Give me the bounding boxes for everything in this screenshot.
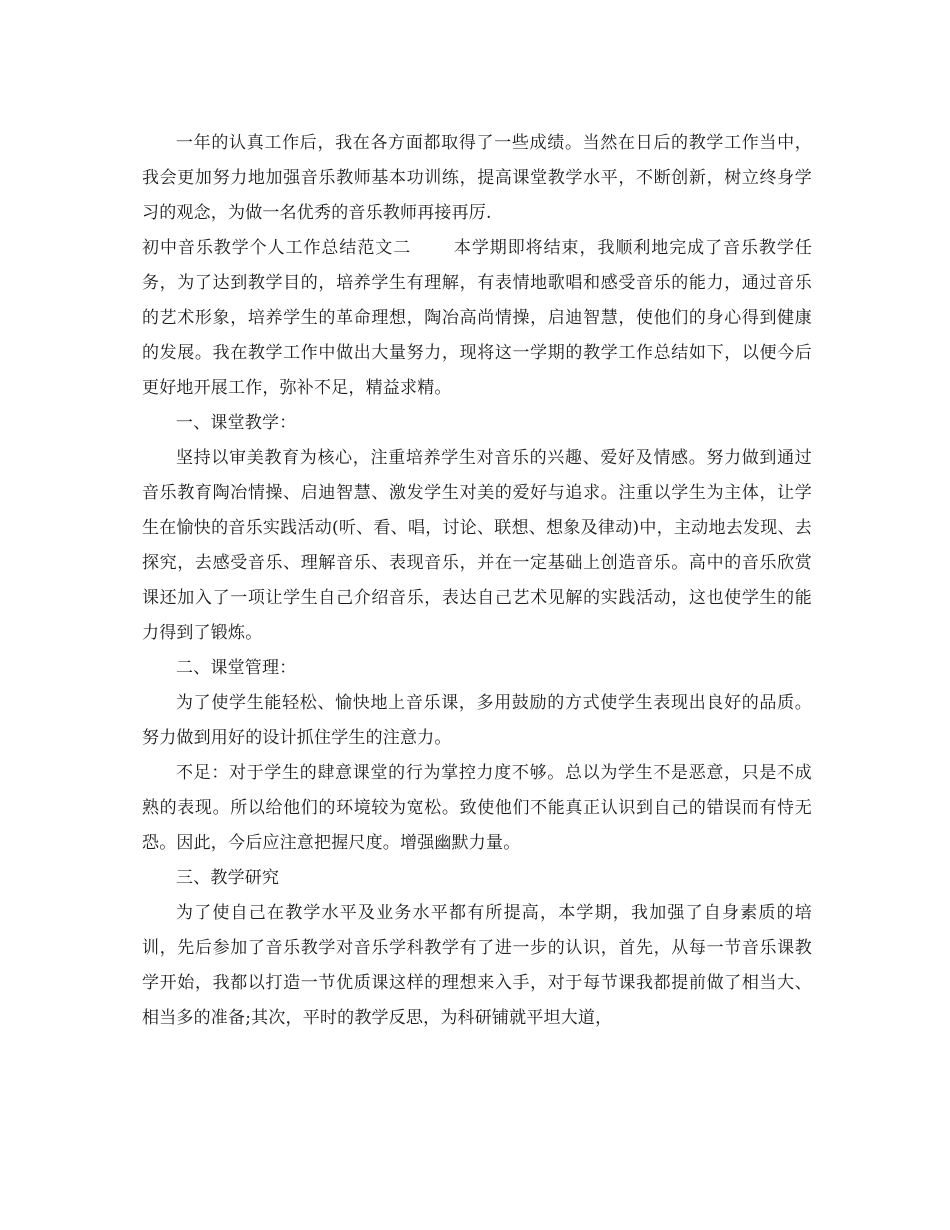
- paragraph-teaching-research: 为了使自己在教学水平及业务水平都有所提高，本学期，我加强了自身素质的培训，先后参加了音乐教学对音乐学科教学有了进一步的认识，首先，从每一节音乐课教学开始，我都以打造一节优质课这样的理想来入手，对于每节课我都提前做了相当大、相当多的准备;其次，平时的教学反思，为科研铺就平坦大道，: [142, 903, 812, 1028]
- paragraph-shortcomings: 不足：对于学生的肆意课堂的行为掌控力度不够。总以为学生不是恶意，只是不成熟的表现。所以给他们的环境较为宽松。致使他们不能真正认识到自己的错误而有恃无恐。因此，今后应注意把握尺度。增强幽默力量。: [142, 763, 812, 853]
- document-body: [142, 126, 812, 1036]
- heading-teaching-research: 三、教学研究: [176, 868, 280, 888]
- paragraph-section-two-intro: [142, 231, 812, 406]
- section-two-intro-text: 本学期即将结束，我顺利地完成了音乐教学任务，为了达到教学目的，培养学生有理解，有表情地歌唱和感受音乐的能力，通过音乐的艺术形象，培养学生的革命理想，陶冶高尚情操，启迪智慧，使他们的身心得到健康的发展。我在教学工作中做出大量努力，现将这一学期的教学工作总结如下，以便今后更好地开展工作，弥补不足，精益求精。: [142, 238, 813, 398]
- heading-classroom-teaching: 一、课堂教学：: [176, 413, 297, 433]
- paragraph-classroom-management: 为了使学生能轻松、愉快地上音乐课，多用鼓励的方式使学生表现出良好的品质。努力做到用好的设计抓住学生的注意力。: [142, 693, 812, 748]
- heading-classroom-management: 二、课堂管理：: [176, 658, 297, 678]
- paragraph-classroom-teaching: 坚持以审美教育为核心，注重培养学生对音乐的兴趣、爱好及情感。努力做到通过音乐教育陶冶情操、启迪智慧、激发学生对美的爱好与追求。注重以学生为主体，让学生在愉快的音乐实践活动(听、看、唱，讨论、联想、想象及律动)中，主动地去发现、去探究，去感受音乐、理解音乐、表现音乐，并在一定基础上创造音乐。高中的音乐欣赏课还加入了一项让学生自己介绍音乐，表达自己艺术见解的实践活动，这也使学生的能力得到了锻炼。: [142, 448, 812, 643]
- paragraph-conclusion: 一年的认真工作后，我在各方面都取得了一些成绩。当然在日后的教学工作当中，我会更加努力地加强音乐教师基本功训练，提高课堂教学水平，不断创新，树立终身学习的观念，为做一名优秀的音乐教师再接再厉.: [142, 133, 812, 223]
- section-title: 初中音乐教学个人工作总结范文二: [142, 238, 412, 258]
